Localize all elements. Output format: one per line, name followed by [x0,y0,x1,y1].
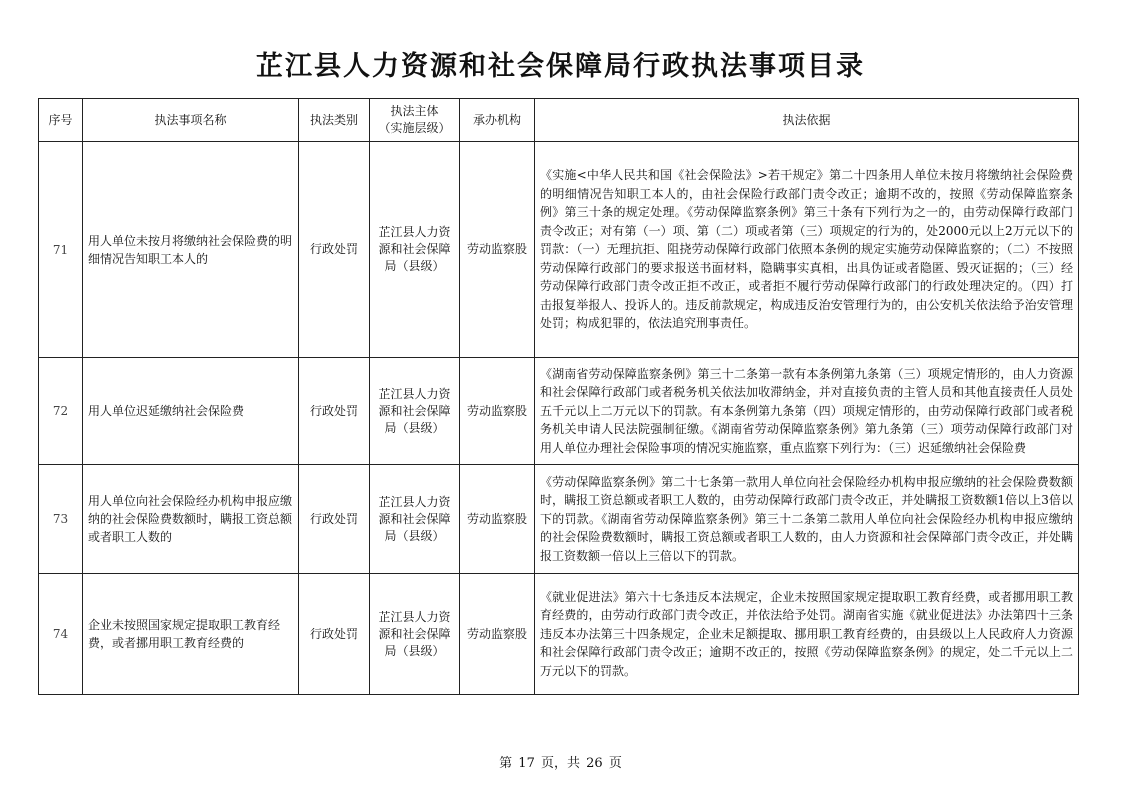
row-category: 行政处罚 [299,358,370,465]
row-category: 行政处罚 [299,574,370,695]
row-name: 用人单位迟延缴纳社会保险费 [83,358,299,465]
enforcement-table [38,98,1079,695]
footer-page-total: 26 [586,756,603,771]
header-basis: 执法依据 [535,99,1079,142]
page-title: 芷江县人力资源和社会保障局行政执法事项目录 [256,51,865,82]
footer-page-prefix: 第 [499,756,513,771]
row-basis: 《劳动保障监察条例》第二十七条第一款用人单位向社会保险经办机构申报应缴纳的社会保险费数额时，瞒报工资总额或者职工人数的，由劳动保障行政部门责令改正，并处瞒报工资数额1倍以上3倍以下的罚款。《湖南省劳动保障监察条例》第三十二条第二款用人单位向社会保险经办机构申报应缴纳的社会保险费数额时，瞒报工资总额或者职工人数的，由人力资源和社会保障部门责令改正，并处瞒报工资数额一倍以上三倍以下的罚款。 [535,465,1079,574]
header-subject-line1: 执法主体 [390,104,439,118]
row-basis: 《湖南省劳动保障监察条例》第三十二条第一款有本条例第九条第（三）项规定情形的，由人力资源和社会保障行政部门或者税务机关依法加收滞纳金，并对直接负责的主管人员和其他直接责任人员处五千元以上二万元以下的罚款。有本条例第九条第（四）项规定情形的，由劳动保障行政部门或者税务机关申请人民法院强制征缴。《湖南省劳动保障监察条例》第九条第（三）项劳动保障行政部门对用人单位办理社会保险事项的情况实施监察，重点监察下列行为：（三）迟延缴纳社会保险费 [535,358,1079,465]
header-subject-line2: （实施层级） [378,121,451,135]
table-row [39,142,1079,358]
footer-page-number: 17 [518,756,535,771]
header-subject [370,99,460,142]
row-agency: 劳动监察股 [460,574,535,695]
header-agency: 承办机构 [460,99,535,142]
row-basis: 《就业促进法》第六十七条违反本法规定，企业未按照国家规定提取职工教育经费，或者挪用职工教育经费的，由劳动行政部门责令改正，并依法给予处罚。湖南省实施《就业促进法》办法第四十三条违反本办法第三十四条规定，企业未足额提取、挪用职工教育经费的，由县级以上人民政府人力资源和社会保障行政部门责令改正；逾期不改正的，按照《劳动保障监察条例》的规定，处二千元以上二万元以下的罚款。 [535,574,1079,695]
row-name: 用人单位向社会保险经办机构申报应缴纳的社会保险费数额时，瞒报工资总额或者职工人数的 [83,465,299,574]
row-subject: 芷江县人力资源和社会保障局（县级） [370,358,460,465]
row-no: 73 [39,465,83,574]
header-name: 执法事项名称 [83,99,299,142]
table-row [39,465,1079,574]
row-subject: 芷江县人力资源和社会保障局（县级） [370,465,460,574]
table-header-row [39,99,1079,142]
footer-page-mid: 页，共 [540,756,580,771]
footer-page-suffix: 页 [608,756,622,771]
table-row [39,574,1079,695]
row-basis: 《实施<中华人民共和国《社会保险法》>若干规定》第二十四条用人单位未按月将缴纳社会保险费的明细情况告知职工本人的，由社会保险行政部门责令改正；逾期不改的，按照《劳动保障监察条例》第三十条的规定处理。《劳动保障监察条例》第三十条有下列行为之一的，由劳动保障行政部门责令改正；对有第（一）项、第（二）项或者第（三）项规定的行为的，处2000元以上2万元以下的罚款：（一）无理抗拒、阻挠劳动保障行政部门依照本条例的规定实施劳动保障监察的；（二）不按照劳动保障行政部门的要求报送书面材料，隐瞒事实真相，出具伪证或者隐匿、毁灭证据的；（三）经劳动保障行政部门责令改正拒不改正，或者拒不履行劳动保障行政部门的行政处理决定的。（四）打击报复举报人、投诉人的。违反前款规定，构成违反治安管理行为的，由公安机关依法给予治安管理处罚；构成犯罪的，依法追究刑事责任。 [535,142,1079,358]
row-name: 用人单位未按月将缴纳社会保险费的明细情况告知职工本人的 [83,142,299,358]
page-footer [0,752,1121,771]
table-row [39,358,1079,465]
row-agency: 劳动监察股 [460,358,535,465]
row-subject: 芷江县人力资源和社会保障局（县级） [370,142,460,358]
row-no: 74 [39,574,83,695]
row-agency: 劳动监察股 [460,142,535,358]
row-no: 72 [39,358,83,465]
row-subject: 芷江县人力资源和社会保障局（县级） [370,574,460,695]
header-no: 序号 [39,99,83,142]
header-category: 执法类别 [299,99,370,142]
row-category: 行政处罚 [299,465,370,574]
row-category: 行政处罚 [299,142,370,358]
row-agency: 劳动监察股 [460,465,535,574]
row-name: 企业未按照国家规定提取职工教育经费，或者挪用职工教育经费的 [83,574,299,695]
row-no: 71 [39,142,83,358]
